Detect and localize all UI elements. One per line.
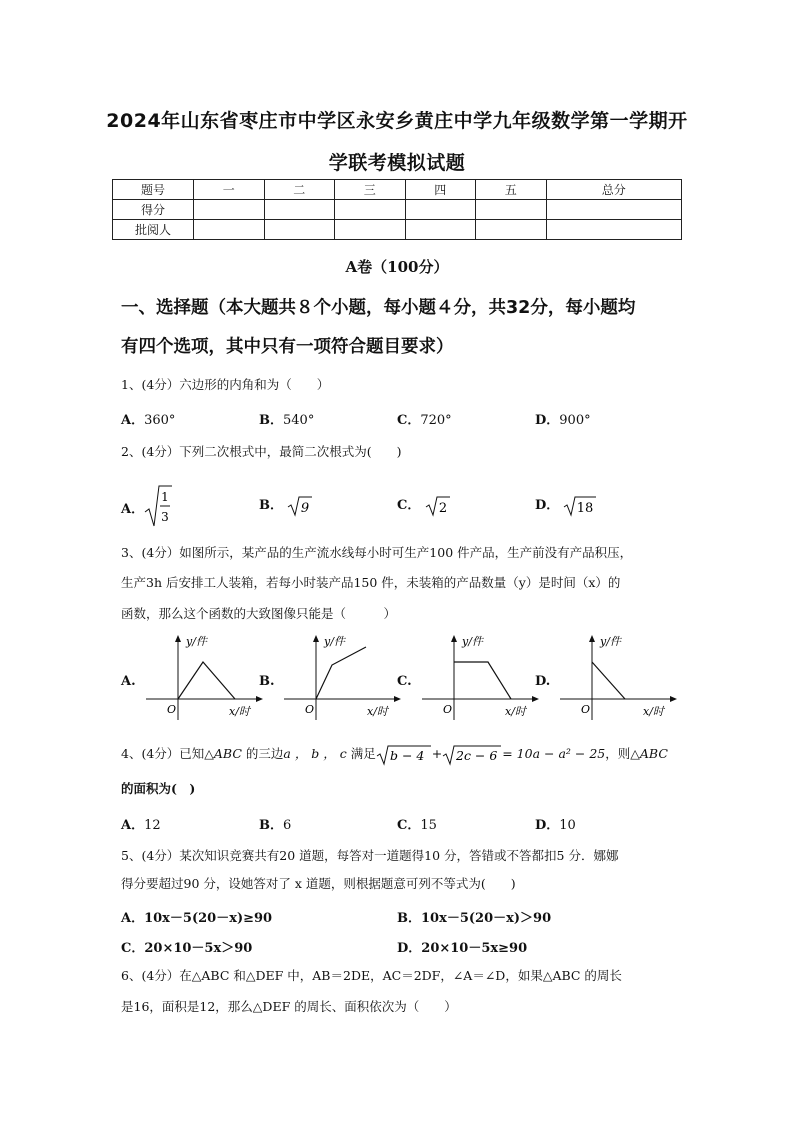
option-text: 10 xyxy=(559,818,576,833)
table-cell: 一 xyxy=(194,180,265,200)
q4-mid2: 满足 xyxy=(346,746,376,761)
option-text: 720° xyxy=(420,413,452,428)
option-label: D． xyxy=(397,941,422,956)
origin-label: O xyxy=(581,703,591,716)
score-table xyxy=(112,179,682,240)
y-axis-label: y/件 xyxy=(186,635,207,648)
q4-vars: a ， b ， c xyxy=(283,746,347,761)
graph-b-icon xyxy=(279,632,404,722)
q2-option-c[interactable] xyxy=(397,494,451,517)
q4-prefix: 4、(4分）已知△ xyxy=(121,746,214,761)
score-table-row xyxy=(113,200,682,220)
q4-option-a[interactable] xyxy=(121,814,161,833)
score-input-cell[interactable] xyxy=(194,200,265,220)
q5-option-b[interactable] xyxy=(397,907,551,926)
origin-label: O xyxy=(443,703,453,716)
table-cell: 四 xyxy=(405,180,476,200)
grader-input-cell[interactable] xyxy=(546,220,682,240)
option-label: B． xyxy=(259,818,283,833)
option-text: 6 xyxy=(283,818,292,833)
x-axis-label: x/时 xyxy=(229,705,250,718)
option-label: D. xyxy=(535,674,551,689)
table-cell: 三 xyxy=(335,180,406,200)
score-table-row xyxy=(113,220,682,240)
table-cell: 二 xyxy=(264,180,335,200)
score-input-cell[interactable] xyxy=(546,200,682,220)
section-heading-line2: 有四个选项，其中只有一项符合题目要求） xyxy=(121,337,454,357)
q2-option-a[interactable] xyxy=(121,484,181,528)
graph-c-icon xyxy=(417,632,542,722)
option-text: 900° xyxy=(559,413,591,428)
q1-option-d[interactable] xyxy=(535,409,591,428)
score-table-header-row xyxy=(113,180,682,200)
q2-option-d[interactable] xyxy=(535,494,597,517)
question-3-line3: 函数，那么这个函数的大致图像只能是（ ） xyxy=(121,606,397,621)
option-label: D． xyxy=(535,498,560,513)
option-label: D． xyxy=(535,818,560,833)
q1-option-b[interactable] xyxy=(259,409,314,428)
sqrt-icon xyxy=(287,495,313,517)
option-label: A． xyxy=(121,502,145,517)
table-cell: 总分 xyxy=(546,180,682,200)
score-input-cell[interactable] xyxy=(264,200,335,220)
option-label: A． xyxy=(121,413,145,428)
exam-title-line2: 学联考模拟试题 xyxy=(328,152,466,174)
question-4-line1: 4、(4分）已知△ABC 的三边a ， b ， c 满足 b − 4 + 2c − 6 = 10a − a² − 25，则△ABC xyxy=(121,740,668,767)
grader-input-cell[interactable] xyxy=(335,220,406,240)
option-text: 20×10－5x≥90 xyxy=(421,941,528,956)
option-label: C． xyxy=(397,818,421,833)
sqrt-icon xyxy=(442,744,502,766)
table-cell: 得分 xyxy=(113,200,194,220)
q2-option-b[interactable] xyxy=(259,494,313,517)
option-label: D． xyxy=(535,413,560,428)
grader-input-cell[interactable] xyxy=(476,220,547,240)
sqrt-icon xyxy=(376,744,432,766)
radicand: b − 4 xyxy=(389,747,425,763)
q4-triangle-name-2: ABC xyxy=(639,746,668,761)
fraction-numerator: 1 xyxy=(161,490,169,504)
fraction-denominator: 3 xyxy=(161,510,169,524)
option-text: 10x－5(20－x)≥90 xyxy=(144,911,273,926)
option-label: B． xyxy=(259,413,283,428)
sqrt-fraction-icon xyxy=(143,484,173,528)
origin-label: O xyxy=(167,703,177,716)
radicand: 18 xyxy=(577,500,594,516)
sqrt-icon xyxy=(425,495,451,517)
question-5-line1: 5、(4分）某次知识竞赛共有20 道题，每答对一道题得10 分，答错或不答都扣5 分．娜娜 xyxy=(121,848,619,863)
option-text: 360° xyxy=(144,413,176,428)
q5-option-d[interactable] xyxy=(397,937,527,956)
option-text: 12 xyxy=(144,818,161,833)
q1-option-a[interactable] xyxy=(121,409,175,428)
score-input-cell[interactable] xyxy=(335,200,406,220)
option-label: C. xyxy=(397,674,412,689)
x-axis-label: x/时 xyxy=(367,705,388,718)
option-text: 20×10－5x＞90 xyxy=(144,941,253,956)
question-5-line2: 得分要超过90 分，设她答对了 x 道题，则根据题意可列不等式为( ) xyxy=(121,876,516,891)
option-label: C． xyxy=(397,413,421,428)
radicand: 2 xyxy=(438,500,447,516)
table-cell: 题号 xyxy=(113,180,194,200)
y-axis-label: y/件 xyxy=(600,635,621,648)
grader-input-cell[interactable] xyxy=(194,220,265,240)
option-label: A. xyxy=(121,674,136,689)
q5-option-a[interactable] xyxy=(121,907,272,926)
question-3-line1: 3、(4分）如图所示，某产品的生产流水线每小时可生产100 件产品，生产前没有产品积压， xyxy=(121,545,633,560)
graph-a-icon xyxy=(141,632,266,722)
q1-option-c[interactable] xyxy=(397,409,452,428)
q4-option-d[interactable] xyxy=(535,814,576,833)
grader-input-cell[interactable] xyxy=(405,220,476,240)
question-3-line2: 生产3h 后安排工人装箱，若每小时装产品150 件，未装箱的产品数量（y）是时间（x）的 xyxy=(121,575,621,590)
exam-title-line1: 2024年山东省枣庄市中学区永安乡黄庄中学九年级数学第一学期开 xyxy=(106,110,688,132)
question-2-stem: 2、(4分）下列二次根式中，最简二次根式为( ) xyxy=(121,444,402,459)
option-label: B. xyxy=(259,674,275,689)
option-label: C． xyxy=(397,498,421,513)
score-input-cell[interactable] xyxy=(405,200,476,220)
q4-mid1: 的三边 xyxy=(241,746,284,761)
sqrt-icon xyxy=(563,495,597,517)
x-axis-label: x/时 xyxy=(505,705,526,718)
q5-option-c[interactable] xyxy=(121,937,252,956)
y-axis-label: y/件 xyxy=(324,635,345,648)
table-cell: 五 xyxy=(476,180,547,200)
option-text: 15 xyxy=(420,818,437,833)
option-label: B． xyxy=(397,911,421,926)
score-input-cell[interactable] xyxy=(476,200,547,220)
q4-triangle-name: ABC xyxy=(213,746,242,761)
option-label: B． xyxy=(259,498,283,513)
section-heading-line1: 一、选择题（本大题共８个小题，每小题４分，共32分，每小题均 xyxy=(121,298,636,318)
q4-option-b[interactable] xyxy=(259,814,291,833)
radicand: 2c − 6 xyxy=(456,747,498,763)
q4-suffix: ，则△ xyxy=(605,746,640,761)
question-6-line1: 6、(4分）在△ABC 和△DEF 中，AB＝2DE，AC＝2DF，∠A＝∠D，如果△ABC 的周长 xyxy=(121,968,622,983)
origin-label: O xyxy=(305,703,315,716)
volume-heading: A卷（100分） xyxy=(345,258,449,276)
q4-option-c[interactable] xyxy=(397,814,437,833)
radicand: 9 xyxy=(301,500,310,516)
option-text: 10x－5(20－x)＞90 xyxy=(421,911,552,926)
q4-equation-tail: = 10a − a² − 25 xyxy=(502,746,606,761)
option-label: C． xyxy=(121,941,145,956)
y-axis-label: y/件 xyxy=(462,635,483,648)
question-1-stem: 1、(4分）六边形的内角和为（ ） xyxy=(121,377,330,392)
option-label: A． xyxy=(121,818,145,833)
grader-input-cell[interactable] xyxy=(264,220,335,240)
option-label: A． xyxy=(121,911,145,926)
x-axis-label: x/时 xyxy=(643,705,664,718)
graph-d-icon xyxy=(555,632,680,722)
option-text: 540° xyxy=(283,413,315,428)
question-4-line2: 的面积为( ) xyxy=(121,781,196,796)
question-6-line2: 是16，面积是12，那么△DEF 的周长、面积依次为（ ） xyxy=(121,999,457,1014)
table-cell: 批阅人 xyxy=(113,220,194,240)
